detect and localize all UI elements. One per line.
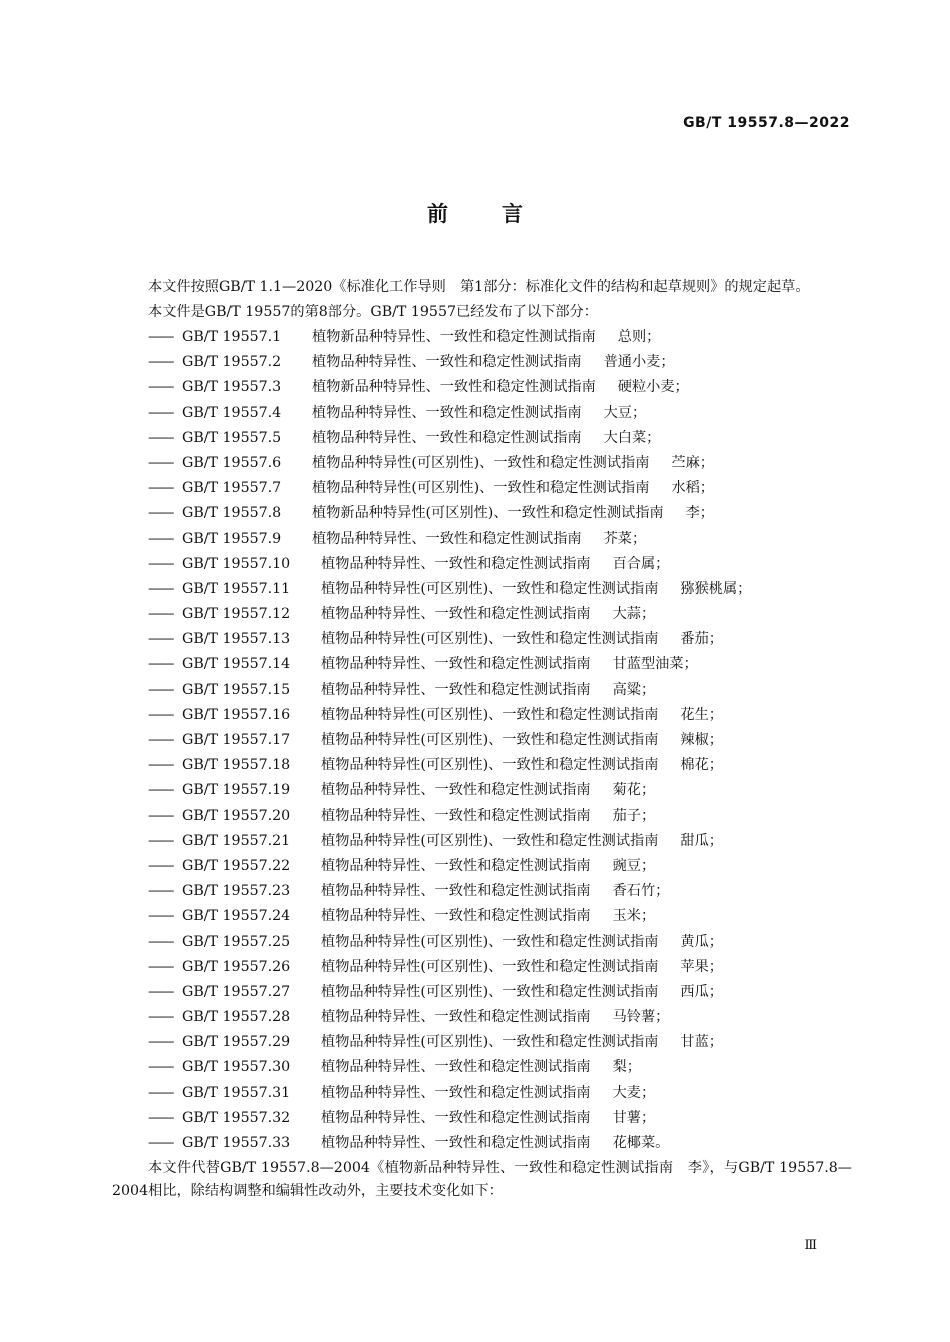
- part-title: 植物品种特异性(可区别性)、一致性和稳定性测试指南: [321, 983, 659, 1000]
- part-crop: 猕猴桃属；: [680, 580, 752, 597]
- part-code: GB/T 19557.13: [182, 631, 291, 648]
- list-item: [112, 527, 852, 552]
- part-title: 植物品种特异性、一致性和稳定性测试指南: [312, 530, 582, 547]
- part-title: 植物品种特异性、一致性和稳定性测试指南: [321, 1084, 591, 1101]
- part-code: GB/T 19557.8: [182, 505, 282, 522]
- part-code: GB/T 19557.21: [182, 832, 291, 849]
- part-title: 植物品种特异性、一致性和稳定性测试指南: [321, 1135, 591, 1151]
- part-code: GB/T 19557.4: [182, 404, 282, 421]
- list-dash: ——: [148, 732, 173, 748]
- part-title: 植物品种特异性、一致性和稳定性测试指南: [321, 1109, 591, 1126]
- part-crop: 花椰菜。: [612, 1135, 670, 1151]
- list-item: [112, 955, 852, 980]
- list-dash: ——: [148, 429, 173, 446]
- list-dash: ——: [148, 530, 173, 547]
- list-dash: ——: [148, 1034, 173, 1051]
- list-dash: ——: [148, 1009, 173, 1026]
- part-title: 植物品种特异性、一致性和稳定性测试指南: [321, 681, 591, 698]
- part-crop: 水稻；: [671, 480, 714, 497]
- list-dash: ——: [148, 480, 173, 497]
- page-number: Ⅲ: [804, 1238, 817, 1253]
- part-crop: 甘蓝；: [680, 1034, 723, 1051]
- part-code: GB/T 19557.20: [182, 807, 291, 824]
- list-item: [112, 552, 852, 577]
- list-item: [112, 678, 852, 703]
- list-dash: ——: [148, 631, 173, 648]
- part-crop: 大白菜；: [603, 429, 661, 446]
- part-title: 植物品种特异性(可区别性)、一致性和稳定性测试指南: [321, 706, 659, 723]
- part-crop: 花生；: [680, 706, 723, 723]
- list-dash: ——: [148, 958, 173, 975]
- list-dash: ——: [148, 681, 173, 698]
- part-title: 植物品种特异性、一致性和稳定性测试指南: [321, 782, 591, 799]
- list-item: [112, 804, 852, 829]
- part-crop: 李；: [685, 505, 714, 522]
- part-title: 植物新品种特异性、一致性和稳定性测试指南: [312, 329, 596, 345]
- list-dash: ——: [148, 1135, 173, 1151]
- part-title: 植物新品种特异性(可区别性)、一致性和稳定性测试指南: [312, 505, 664, 522]
- part-crop: 香石竹；: [612, 883, 670, 900]
- part-title: 植物品种特异性、一致性和稳定性测试指南: [312, 429, 582, 446]
- part-code: GB/T 19557.22: [182, 857, 291, 874]
- part-crop: 黄瓜；: [680, 933, 723, 950]
- part-crop: 普通小麦；: [603, 354, 675, 371]
- part-crop: 大麦；: [612, 1084, 656, 1101]
- part-crop: 甘蓝型油菜；: [612, 656, 698, 673]
- list-dash: ——: [148, 782, 173, 799]
- list-dash: ——: [148, 933, 173, 950]
- list-item: [112, 904, 852, 929]
- part-crop: 玉米；: [612, 908, 656, 925]
- part-title: 植物品种特异性、一致性和稳定性测试指南: [321, 606, 591, 623]
- part-crop: 大豆；: [603, 404, 647, 421]
- title-char-2: 言: [502, 202, 523, 226]
- list-dash: ——: [148, 1084, 173, 1101]
- part-crop: 西瓜；: [680, 983, 723, 1000]
- part-crop: 芥菜；: [603, 530, 647, 547]
- part-crop: 豌豆；: [612, 857, 656, 874]
- part-crop: 梨；: [612, 1059, 641, 1076]
- list-item: [112, 753, 852, 778]
- list-item: [112, 703, 852, 728]
- list-item: [112, 980, 852, 1005]
- part-crop: 甜瓜；: [680, 832, 723, 849]
- list-item: [112, 627, 852, 652]
- list-dash: ——: [148, 606, 173, 623]
- part-code: GB/T 19557.18: [182, 757, 291, 774]
- list-dash: ——: [148, 807, 173, 824]
- list-item: [112, 1081, 852, 1106]
- list-dash: ——: [148, 1109, 173, 1126]
- list-item: [112, 602, 852, 627]
- part-code: GB/T 19557.17: [182, 732, 291, 748]
- list-dash: ——: [148, 329, 173, 345]
- part-title: 植物品种特异性、一致性和稳定性测试指南: [312, 354, 582, 371]
- list-item: [112, 577, 852, 602]
- intro-paragraph-2: 本文件是GB/T 19557的第8部分。GB/T 19557已经发布了以下部分：: [148, 304, 598, 320]
- part-code: GB/T 19557.3: [182, 379, 282, 396]
- list-item: [112, 652, 852, 677]
- part-code: GB/T 19557.26: [182, 958, 291, 975]
- part-code: GB/T 19557.31: [182, 1084, 291, 1101]
- list-dash: ——: [148, 983, 173, 1000]
- part-code: GB/T 19557.25: [182, 933, 291, 950]
- part-title: 植物品种特异性、一致性和稳定性测试指南: [321, 555, 591, 572]
- part-crop: 茄子；: [612, 807, 656, 824]
- part-code: GB/T 19557.27: [182, 983, 291, 1000]
- list-dash: ——: [148, 404, 173, 421]
- list-item: [112, 375, 852, 400]
- part-code: GB/T 19557.24: [182, 908, 291, 925]
- part-code: GB/T 19557.16: [182, 706, 291, 723]
- list-dash: ——: [148, 555, 173, 572]
- list-item: [112, 401, 852, 426]
- part-code: GB/T 19557.11: [182, 580, 291, 597]
- list-dash: ——: [148, 883, 173, 900]
- list-item: [112, 1055, 852, 1080]
- part-code: GB/T 19557.28: [182, 1009, 291, 1026]
- list-item: [112, 325, 852, 350]
- list-item: [112, 930, 852, 955]
- part-title: 植物品种特异性(可区别性)、一致性和稳定性测试指南: [321, 832, 659, 849]
- part-title: 植物品种特异性、一致性和稳定性测试指南: [321, 908, 591, 925]
- part-crop: 马铃薯；: [612, 1009, 670, 1026]
- list-item: [112, 476, 852, 501]
- list-dash: ——: [148, 656, 173, 673]
- list-dash: ——: [148, 354, 173, 371]
- list-item: [112, 854, 852, 879]
- standard-code: GB/T 19557.8—2022: [683, 115, 850, 131]
- part-code: GB/T 19557.32: [182, 1109, 291, 1126]
- part-crop: 高粱；: [612, 681, 656, 698]
- list-item: [112, 829, 852, 854]
- closing-paragraph: 本文件代替GB/T 19557.8—2004《植物新品种特异性、一致性和稳定性测试指南 李》，与GB/T 19557.8—2004相比，除结构调整和编辑性改动外，主要技术变化如下：: [112, 1160, 852, 1200]
- list-item: [112, 426, 852, 451]
- list-dash: ——: [148, 757, 173, 774]
- part-code: GB/T 19557.10: [182, 555, 291, 572]
- list-dash: ——: [148, 857, 173, 874]
- part-crop: 辣椒；: [680, 732, 723, 748]
- part-title: 植物品种特异性、一致性和稳定性测试指南: [312, 404, 582, 421]
- part-title: 植物新品种特异性、一致性和稳定性测试指南: [312, 379, 596, 396]
- part-code: GB/T 19557.12: [182, 606, 291, 623]
- list-item: [112, 350, 852, 375]
- list-dash: ——: [148, 454, 173, 471]
- part-title: 植物品种特异性、一致性和稳定性测试指南: [321, 1059, 591, 1076]
- list-item: [112, 728, 852, 753]
- part-code: GB/T 19557.14: [182, 656, 291, 673]
- list-item: [112, 501, 852, 526]
- part-crop: 菊花；: [612, 782, 656, 799]
- part-crop: 百合属；: [612, 555, 670, 572]
- list-item: [112, 879, 852, 904]
- part-code: GB/T 19557.29: [182, 1034, 291, 1051]
- part-title: 植物品种特异性(可区别性)、一致性和稳定性测试指南: [321, 958, 659, 975]
- part-crop: 硬粒小麦；: [617, 379, 689, 396]
- part-code: GB/T 19557.19: [182, 782, 291, 799]
- part-title: 植物品种特异性(可区别性)、一致性和稳定性测试指南: [312, 480, 650, 497]
- part-code: GB/T 19557.2: [182, 354, 282, 371]
- list-dash: ——: [148, 1059, 173, 1076]
- part-title: 植物品种特异性、一致性和稳定性测试指南: [321, 656, 591, 673]
- list-item: [112, 1005, 852, 1030]
- part-crop: 苎麻；: [671, 454, 714, 471]
- part-crop: 苹果；: [680, 958, 723, 975]
- part-title: 植物品种特异性(可区别性)、一致性和稳定性测试指南: [321, 732, 659, 748]
- part-code: GB/T 19557.6: [182, 454, 282, 471]
- part-crop: 总则；: [617, 329, 661, 345]
- part-title: 植物品种特异性(可区别性)、一致性和稳定性测试指南: [321, 580, 659, 597]
- part-code: GB/T 19557.7: [182, 480, 282, 497]
- part-code: GB/T 19557.9: [182, 530, 282, 547]
- part-title: 植物品种特异性、一致性和稳定性测试指南: [321, 857, 591, 874]
- part-code: GB/T 19557.23: [182, 883, 291, 900]
- list-dash: ——: [148, 908, 173, 925]
- list-dash: ——: [148, 706, 173, 723]
- part-crop: 番茄；: [680, 631, 723, 648]
- part-title: 植物品种特异性、一致性和稳定性测试指南: [321, 1009, 591, 1026]
- part-crop: 大蒜；: [612, 606, 656, 623]
- document-body: [112, 276, 852, 1203]
- parts-list: [112, 325, 852, 1156]
- part-code: GB/T 19557.1: [182, 329, 282, 345]
- part-code: GB/T 19557.15: [182, 681, 291, 698]
- list-dash: ——: [148, 832, 173, 849]
- part-crop: 甘薯；: [612, 1109, 656, 1126]
- part-code: GB/T 19557.33: [182, 1135, 291, 1151]
- list-item: [112, 1106, 852, 1131]
- list-dash: ——: [148, 580, 173, 597]
- part-title: 植物品种特异性(可区别性)、一致性和稳定性测试指南: [321, 631, 659, 648]
- list-dash: ——: [148, 379, 173, 396]
- list-dash: ——: [148, 505, 173, 522]
- part-title: 植物品种特异性、一致性和稳定性测试指南: [321, 807, 591, 824]
- part-crop: 棉花；: [680, 757, 723, 774]
- part-code: GB/T 19557.30: [182, 1059, 291, 1076]
- part-title: 植物品种特异性(可区别性)、一致性和稳定性测试指南: [312, 454, 650, 471]
- page-title: [0, 198, 950, 228]
- intro-paragraph-1: 本文件按照GB/T 1.1—2020《标准化工作导则 第1部分：标准化文件的结构和起草规则》的规定起草。: [148, 279, 810, 295]
- part-title: 植物品种特异性、一致性和稳定性测试指南: [321, 883, 591, 900]
- list-item: [112, 451, 852, 476]
- list-item: [112, 778, 852, 803]
- part-title: 植物品种特异性(可区别性)、一致性和稳定性测试指南: [321, 933, 659, 950]
- part-title: 植物品种特异性(可区别性)、一致性和稳定性测试指南: [321, 1034, 659, 1051]
- title-char-1: 前: [427, 202, 448, 226]
- list-item: [112, 1030, 852, 1055]
- list-item: [112, 1131, 852, 1156]
- part-title: 植物品种特异性(可区别性)、一致性和稳定性测试指南: [321, 757, 659, 774]
- part-code: GB/T 19557.5: [182, 429, 282, 446]
